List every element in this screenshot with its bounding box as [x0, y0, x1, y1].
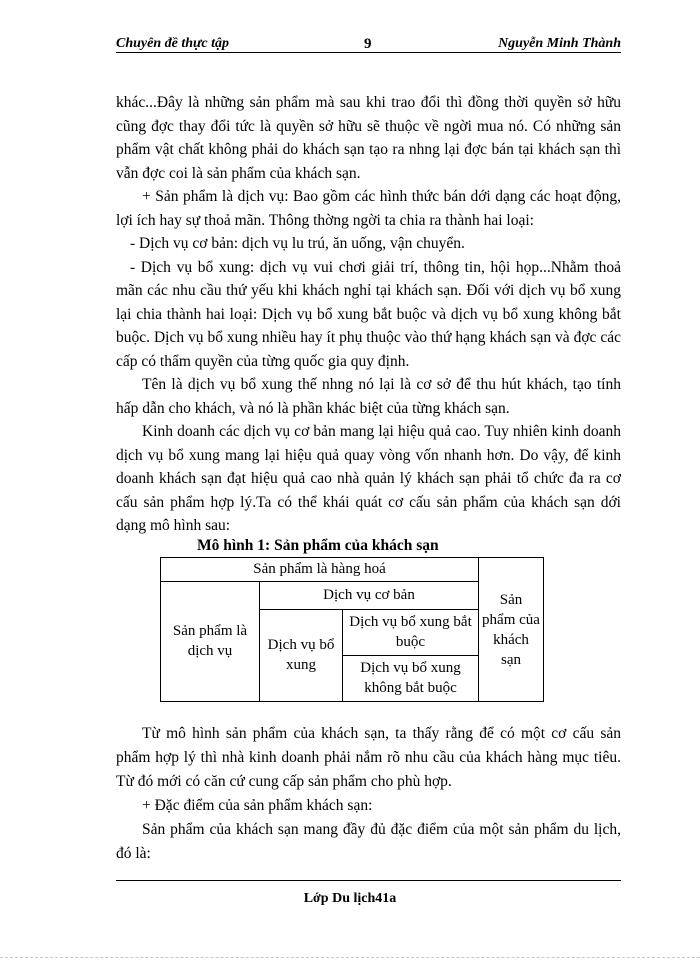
cell-hang-hoa: Sản phẩm là hàng hoá — [161, 558, 479, 582]
page-header — [116, 34, 621, 53]
page-edge — [0, 957, 700, 958]
paragraph: + Đặc điểm của sản phẩm khách sạn: — [142, 797, 373, 814]
cell-san-pham-khach-san: Sản phẩm của khách sạn — [479, 558, 544, 702]
cell-bo-xung: Dịch vụ bổ xung — [260, 609, 343, 701]
cell-khong-bat-buoc: Dịch vụ bổ xung không bắt buộc — [343, 655, 479, 701]
paragraph: Từ mô hình sản phẩm của khách sạn, ta thấy rằng để có một cơ cấu sản phẩm hợp lý thì nhà kinh doanh phải nắm rõ nhu cầu của khách hàng mục tiêu. Từ đó mới có căn cứ cung cấp sản phẩm cho phù hợp. — [116, 725, 621, 790]
cell-bat-buoc: Dịch vụ bổ xung bắt buộc — [343, 609, 479, 655]
paragraph: Tên là dịch vụ bổ xung thế nhng nó lại là cơ sở để thu hút khách, tạo tính hấp dẫn cho khách, và nó là phần khác biệt của từng khách sạn. — [116, 376, 621, 417]
paragraph: Kinh doanh các dịch vụ cơ bản mang lại hiệu quả cao. Tuy nhiên kinh doanh dịch vụ bổ xung mang lại hiệu quả quay vòng vốn nhanh hơn. Do vậy, để kinh doanh khách sạn đạt hiệu quả cao nhà quản lý khách sạn phải tổ chức đa ra cơ cấu sản phẩm hợp lý.Ta có thể khái quát cơ cấu sản phẩm của khách sạn dới dạng mô hình sau: — [116, 423, 621, 534]
cell-dich-vu: Sản phẩm là dịch vụ — [161, 581, 260, 701]
paragraph: khác...Đây là những sản phẩm mà sau khi trao đổi thì đồng thời quyền sở hữu cũng đợc thay đổi tức là quyền sở hữu sẽ thuộc về ngời mua nó. Có những sản phẩm vật chất không phải do khách sạn tạo ra nhng lại đợc bán tại khách sạn thì vẫn đợc coi là sản phẩm của khách sạn. — [116, 94, 621, 182]
paragraph: - Dịch vụ bổ xung: dịch vụ vui chơi giải trí, thông tin, hội họp...Nhằm thoả mãn các nhu cầu thứ yếu khi khách nghỉ tại khách sạn. Đối với dịch vụ bổ xung lại chia thành hai loại: Dịch vụ bổ xung bắt buộc và dịch vụ bổ xung không bắt buộc. Dịch vụ bổ xung nhiều hay ít phụ thuộc vào thứ hạng khách sạn và đợc các cấp có thẩm quyền của từng quốc gia quy định. — [116, 258, 621, 370]
paragraph: Sản phẩm của khách sạn mang đầy đủ đặc điểm của một sản phẩm du lịch, đó là: — [116, 821, 621, 862]
header-title: Chuyên đề thực tập — [116, 36, 230, 51]
footer-divider — [116, 880, 621, 881]
body-text-2 — [116, 722, 621, 866]
cell-co-ban: Dịch vụ cơ bản — [260, 581, 479, 609]
page-number: 9 — [364, 36, 372, 52]
body-text — [116, 91, 621, 538]
product-model-table — [160, 557, 544, 702]
header-author: Nguyễn Minh Thành — [498, 36, 621, 51]
paragraph: - Dịch vụ cơ bản: dịch vụ lu trú, ăn uống, vận chuyển. — [130, 235, 465, 252]
model-title: Mô hình 1: Sản phẩm của khách sạn — [197, 537, 439, 554]
paragraph: + Sản phẩm là dịch vụ: Bao gồm các hình thức bán dới dạng các hoạt động, lợi ích hay sự thoả mãn. Thông thờng ngời ta chia ra thành hai loại: — [116, 188, 621, 229]
page-footer: Lớp Du lịch41a — [303, 891, 397, 906]
